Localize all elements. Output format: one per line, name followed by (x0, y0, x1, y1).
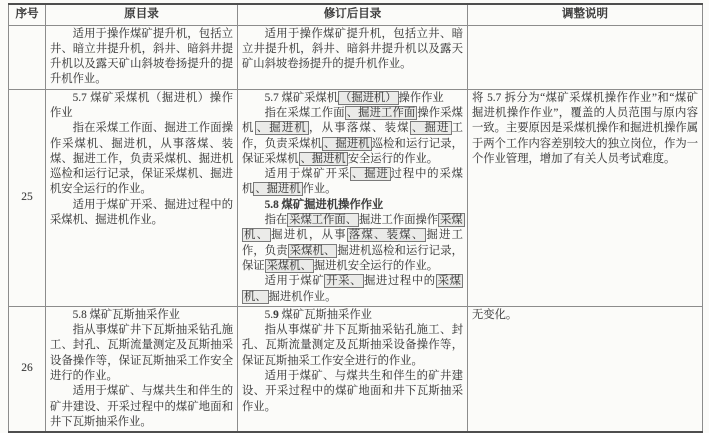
column-header-seq: 序号 (9, 4, 46, 25)
revision-deletion-mark: 开采、 (326, 275, 363, 288)
revision-deletion-mark: 、掘进机 (323, 137, 370, 150)
revision-deletion-mark: 、掘进机 (256, 122, 308, 135)
text-segment: 作业。 (302, 183, 337, 196)
text-segment: 5. (264, 308, 274, 321)
text-segment: 5.7 煤矿采煤机 (264, 91, 339, 104)
text-segment: 过程中的采煤机 (242, 168, 463, 196)
revision-deletion-mark: （掘进机） (340, 91, 397, 104)
adjustment-note-cell (468, 89, 703, 306)
revision-deletion-mark: 落煤、装煤、 (348, 229, 425, 242)
paragraph (50, 308, 233, 323)
revision-deletion-mark: 、掘进 (352, 168, 389, 181)
text-segment: 指从事煤矿井下瓦斯抽采钻孔施工、封孔、瓦斯流量测定及瓦斯抽采设备操作等，保证瓦斯抽采工作安全进行的作业。 (50, 324, 233, 383)
text-segment: 掘进过程中的 (364, 275, 436, 288)
paragraph (242, 308, 463, 323)
original-catalog-cell (46, 306, 238, 432)
revision-deletion-mark: 采煤机、 (266, 259, 312, 272)
revision-deletion-mark: 、掘进机 (300, 152, 346, 165)
paragraph (50, 323, 233, 384)
text-segment: 指从事煤矿井下瓦斯抽采钻孔施工、封孔、瓦斯流量测定及瓦斯抽采设备操作等，保证瓦斯抽采工作安全进行的作业。 (242, 324, 463, 367)
text-segment: 适用于煤矿开采 (264, 168, 351, 181)
adjustment-note-cell (468, 306, 703, 432)
text-segment: 5.7 煤矿采煤机（掘进机）操作作业 (50, 91, 233, 119)
seq-cell: 26 (9, 306, 46, 432)
text-segment: 5.8 煤矿瓦斯抽采作业 (72, 308, 180, 321)
paragraph (50, 27, 233, 88)
paragraph (472, 91, 698, 167)
column-header-original-catalog: 原目录 (46, 4, 238, 25)
revised-catalog-cell (238, 89, 468, 306)
paragraph (472, 308, 698, 323)
text-segment: 适用于煤矿、与煤共生和伴生的矿井建设、开采过程中的煤矿地面和井下瓦斯抽采作业。 (242, 370, 463, 413)
text-segment: 掘进机，从事 (271, 229, 347, 242)
revised-catalog-cell (238, 306, 468, 432)
text-segment: 指在采煤工作面、掘进工作面操作采煤机、掘进机，从事落煤、装煤、掘进工作，负责采煤机、掘进机巡检和运行记录，保证采煤机、掘进机安全运行的作业。 (50, 122, 233, 196)
revision-deletion-mark: 采煤机、 (244, 275, 461, 303)
column-header-revised-catalog: 修订后目录 (238, 4, 468, 25)
paragraph (50, 121, 233, 197)
table-row-26 (9, 306, 703, 432)
text-segment: 工作，负责采煤机 (242, 122, 463, 150)
text-segment: 无变化。 (472, 308, 518, 321)
adjustment-note-cell (468, 25, 703, 89)
paragraph (242, 213, 463, 274)
revised-catalog-cell (238, 25, 468, 89)
original-catalog-cell (46, 25, 238, 89)
revision-deletion-mark: 采煤工作面、 (289, 214, 357, 227)
paragraph (242, 91, 463, 106)
paragraph (50, 198, 233, 229)
paragraph (242, 27, 463, 73)
text-segment: 掘进工作，负责 (242, 229, 463, 257)
text-segment: 掘进工作面操作 (359, 214, 439, 227)
text-segment: 指在 (264, 214, 288, 227)
paragraph (242, 167, 463, 198)
paragraph (242, 106, 463, 167)
text-segment: 煤矿瓦斯抽采作业 (278, 308, 372, 321)
text-segment: 安全运行的作业。 (347, 152, 439, 165)
text-segment: 掘进机安全运行的作业。 (313, 259, 439, 272)
text-segment: 掘进机巡检和运行记录，保证 (242, 244, 463, 272)
text-segment: 将 5.7 拆分为“煤矿采煤机操作作业”和“煤矿掘进机操作作业”，覆盖的人员范围与原内容一致。主要原因是采煤机操作和掘进机操作属于两个工作内容差别较大的独立岗位，作为一个作业管理，增加了有关人员考试难度。 (472, 91, 698, 165)
text-segment: 操作作业 (398, 91, 444, 104)
text-segment: ，从事落煤、装煤 (309, 122, 410, 135)
text-segment: 操作采煤机 (242, 106, 463, 135)
seq-cell (9, 25, 46, 89)
revision-deletion-mark: 、掘进工作面 (346, 106, 416, 119)
text-segment: 适用于煤矿开采、掘进过程中的采煤机、掘进机作业。 (50, 198, 233, 227)
paragraph (242, 323, 463, 369)
column-header-adjustment-note: 调整说明 (468, 4, 703, 25)
text-segment: 适用于煤矿 (264, 275, 325, 288)
revision-insertion-mark: 9 (273, 308, 279, 321)
revision-deletion-mark: 采煤机、 (289, 244, 336, 257)
text-segment: 巡检和运行记录，保证采煤机 (242, 137, 463, 165)
paragraph (242, 369, 463, 415)
revision-insertion-mark: 5.8 煤矿掘进机操作作业 (264, 198, 384, 211)
text-segment: 指在采煤工作面 (264, 106, 345, 119)
table-row-continuation (9, 25, 703, 89)
seq-cell: 25 (9, 89, 46, 306)
table-row-25 (9, 89, 703, 306)
revision-deletion-mark: 采煤机、 (244, 214, 463, 242)
paragraph (50, 91, 233, 122)
text-segment: 掘进机作业。 (268, 290, 337, 303)
header-row (9, 4, 703, 25)
text-segment: 适用于操作煤矿提升机，包括立井、暗立井提升机，斜井、暗斜井提升机以及露天矿山斜坡卷扬提升的提升机作业。 (242, 27, 463, 71)
catalog-revision-table (8, 3, 703, 433)
text-segment: 适用于煤矿、与煤共生和伴生的矿井建设、开采过程中的煤矿地面和井下瓦斯抽采作业。 (50, 385, 233, 428)
revision-deletion-mark: 、掘进机 (255, 183, 301, 196)
revision-deletion-mark: 、掘进 (411, 122, 450, 135)
original-catalog-cell (46, 89, 238, 306)
paragraph (242, 274, 463, 305)
paragraph (242, 198, 463, 213)
text-segment: 适用于操作煤矿提升机，包括立井、暗立井提升机，斜井、暗斜井提升机以及露天矿山斜坡卷扬提升的提升机作业。 (50, 27, 233, 86)
paragraph (50, 384, 233, 430)
